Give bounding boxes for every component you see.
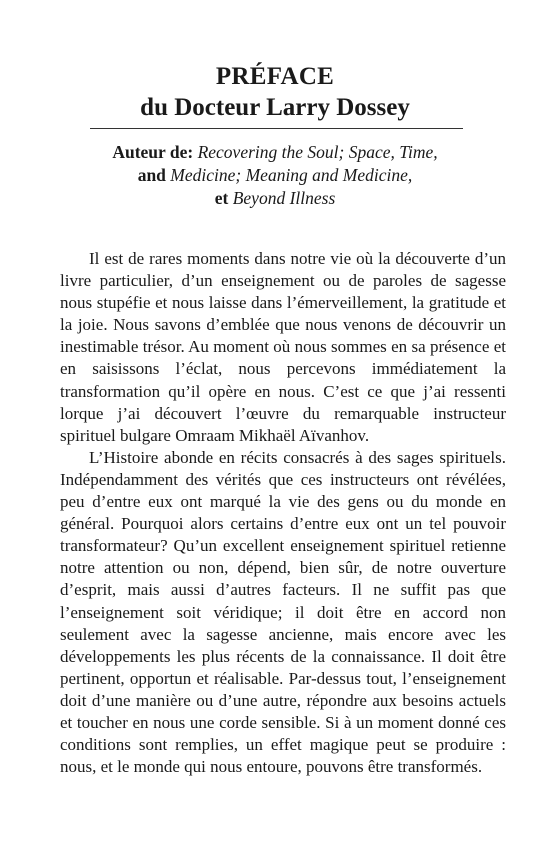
body-text: [60, 248, 506, 778]
author-prefix: Auteur de:: [112, 142, 198, 162]
paragraph: Il est de rares moments dans notre vie où la découverte d’un livre particulier, d’un enseignement ou de paroles de sagesse nous stupéfie et nous laisse dans l’émerveillement, la gratitude et la joie. Nous savons d’emblée que nous venons de découvrir un inestimable trésor. Au moment où nous sommes en sa présence et en saisissons l’éclat, nous percevons immédiatement la transformation qu’il opère en nous. C’est ce que j’ai ressenti lorque j’ai découvert l’œuvre du remarquable instructeur spirituel bulgare Omraam Mikhaël Aïvanhov.: [60, 249, 506, 445]
author-et: et: [214, 188, 233, 208]
title-divider: [90, 128, 463, 129]
page-subtitle: du Docteur Larry Dossey: [140, 94, 410, 121]
author-credits: [60, 141, 490, 210]
page-title: PRÉFACE: [215, 63, 335, 90]
paragraph: L’Histoire abonde en récits consacrés à des sages spirituels. Indépendamment des vérités que ces instructeurs ont révélées, peu d’entre eux ont marqué la vie des gens ou du monde en général. Pourquoi alors certains d’entre eux ont un tel pouvoir transformateur? Qu’un excellent enseignement spirituel retienne notre attention ou non, dépend, bien sûr, de notre ouverture d’esprit, mais aussi d’autres facteurs. Il ne suffit pas que l’enseignement soit véridique; il doit être en accord non seulement avec la sagesse ancienne, mais encore avec les développements les plus récents de la connaissance. Il doit être pertinent, opportun et réalisable. Par-dessus tout, l’enseignement doit d’une manière ou d’une autre, répondre aux besoins actuels et toucher en nous une corde sensible. Si à un moment donné ces conditions sont remplies, un effet magique peut se produire : nous, et le monde qui nous entoure, pouvons être transformés.: [60, 447, 506, 777]
book-title-1: Recovering the Soul; Space, Time,: [197, 142, 438, 162]
author-and: and: [137, 165, 171, 185]
book-title-2: Medicine; Meaning and Medicine,: [170, 165, 413, 185]
book-title-3: Beyond Illness: [232, 188, 336, 208]
title-block: [0, 62, 550, 123]
